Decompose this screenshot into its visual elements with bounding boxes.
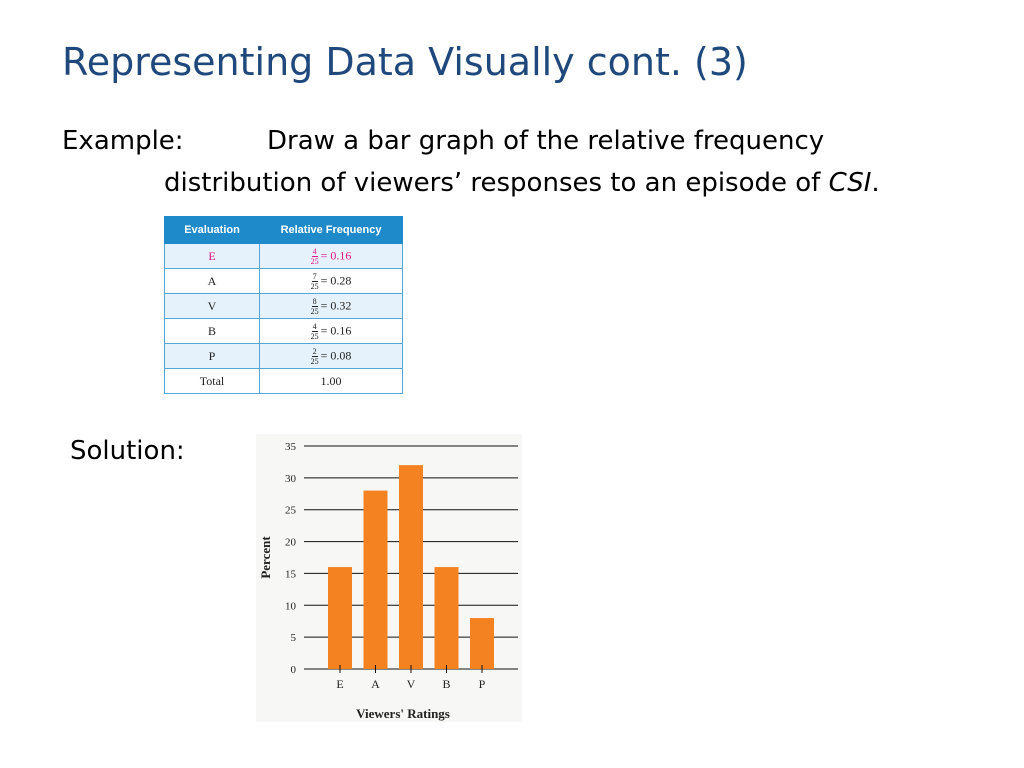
y-tick-label: 5	[290, 632, 296, 645]
table-total-row	[165, 369, 403, 394]
header-evaluation: Evaluation	[165, 217, 260, 244]
header-relative-frequency: Relative Frequency	[260, 217, 403, 244]
frequency-cell: $\frac{2}{25}$ = 0.08	[260, 344, 403, 369]
table-row	[165, 294, 403, 319]
relative-frequency-table	[164, 216, 403, 394]
frequency-cell: $\frac{8}{25}$ = 0.32	[260, 294, 403, 319]
fraction: $\frac{8}{25}$	[310, 296, 319, 316]
x-axis-label: Viewers' Ratings	[356, 706, 450, 721]
total-value: 1.00	[260, 369, 403, 394]
bar-chart	[256, 434, 522, 722]
fraction: $\frac{2}{25}$	[310, 346, 319, 366]
solution-label: Solution:	[70, 436, 185, 466]
example-period: .	[871, 168, 880, 198]
x-tick-label: P	[478, 677, 486, 691]
frequency-cell: $\frac{4}{25}$ = 0.16	[260, 319, 403, 344]
evaluation-cell: A	[165, 269, 260, 294]
frequency-cell: $\frac{7}{25}$ = 0.28	[260, 269, 403, 294]
x-tick-label: V	[406, 677, 416, 691]
y-tick-label: 25	[285, 504, 296, 517]
bar-A	[364, 491, 388, 669]
fraction: $\frac{7}{25}$	[310, 271, 319, 291]
table-row	[165, 319, 403, 344]
fraction: $\frac{4}{25}$	[310, 321, 319, 341]
y-tick-label: 35	[285, 441, 296, 453]
total-label: Total	[165, 369, 260, 394]
y-tick-label: 20	[285, 536, 296, 549]
y-tick-label: 30	[285, 472, 296, 485]
example-text	[62, 120, 880, 204]
bar-V	[399, 465, 423, 669]
show-title: CSI	[828, 168, 872, 198]
slide-title: Representing Data Visually cont. (3)	[62, 40, 748, 84]
example-label: Example:	[62, 126, 184, 156]
frequency-cell: $\frac{4}{25}$ = 0.16	[260, 244, 403, 269]
example-instruction-cont: distribution of viewers’ responses to an episode of	[164, 168, 829, 198]
y-axis-label: Percent	[258, 536, 273, 579]
table-row	[165, 244, 403, 269]
bar-E	[328, 567, 352, 669]
x-tick-label: B	[442, 677, 451, 691]
bar-B	[435, 567, 459, 669]
evaluation-cell: E	[165, 244, 260, 269]
example-line-2	[62, 162, 880, 204]
evaluation-cell: B	[165, 319, 260, 344]
bar-P	[470, 618, 494, 669]
fraction: $\frac{4}{25}$	[310, 246, 319, 266]
table-row	[165, 344, 403, 369]
x-tick-label: A	[371, 677, 380, 691]
x-tick-label: E	[336, 677, 344, 691]
y-tick-label: 15	[285, 568, 296, 581]
y-tick-label: 0	[290, 664, 296, 676]
y-tick-label: 10	[285, 600, 296, 613]
evaluation-cell: P	[165, 344, 260, 369]
evaluation-cell: V	[165, 294, 260, 319]
table-header-row	[165, 217, 403, 244]
example-line-1	[62, 120, 880, 162]
example-instruction: Draw a bar graph of the relative frequency	[267, 126, 825, 156]
table-row	[165, 269, 403, 294]
